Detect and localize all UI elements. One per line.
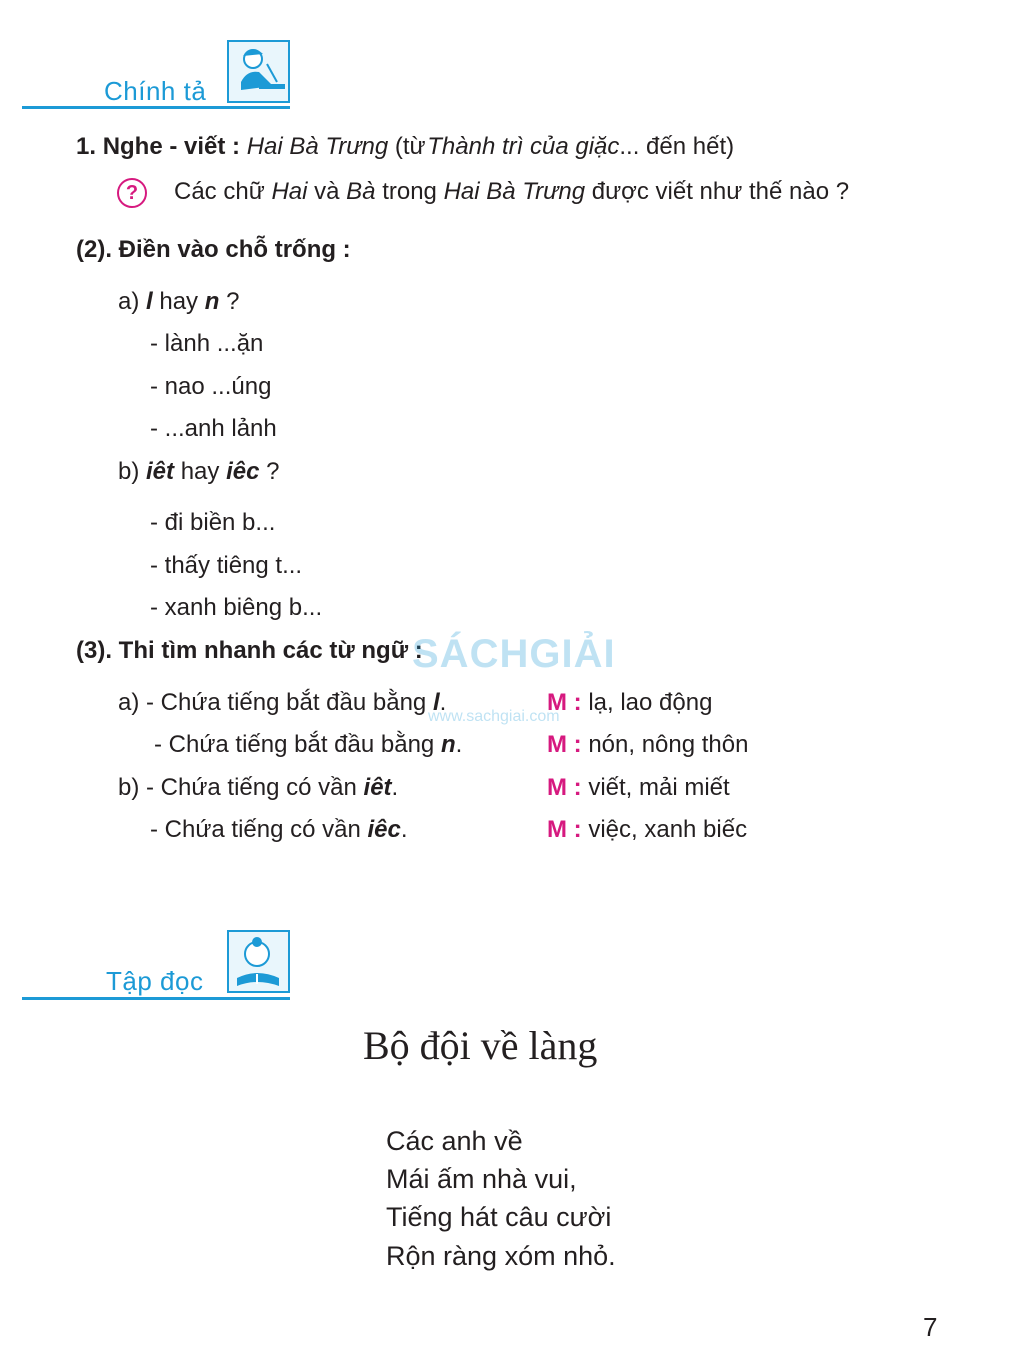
watermark-url: www.sachgiai.com: [428, 708, 560, 725]
child-writing-icon: [227, 40, 290, 103]
section-title-tap-doc: Tập đọc: [106, 966, 204, 996]
example-row: M : lạ, lao động: [547, 689, 713, 716]
exercise-3-row: - Chứa tiếng có vần iêc.: [150, 816, 408, 843]
exercise-1: 1. Nghe - viết : Hai Bà Trưng (từ Thành trì của giặc... đến hết): [76, 133, 735, 160]
list-item: - đi biền b...: [150, 509, 276, 536]
exercise-3-heading: (3). Thi tìm nhanh các từ ngữ :: [76, 637, 423, 664]
section-divider: [22, 997, 290, 1000]
section-divider: [22, 106, 290, 109]
child-reading-icon: [227, 930, 290, 993]
exercise-2b-prompt: b) iêt hay iêc ?: [118, 458, 280, 485]
list-item: - lành ...ặn: [150, 330, 264, 357]
section-title-chinh-ta: Chính tả: [104, 76, 207, 106]
list-item: - ...anh lảnh: [150, 415, 277, 442]
example-row: M : viết, mải miết: [547, 774, 730, 801]
poem-line: Rộn ràng xóm nhỏ.: [386, 1241, 616, 1271]
list-item: - thấy tiêng t...: [150, 552, 303, 579]
question-icon: ?: [117, 178, 147, 208]
poem-line: Tiếng hát câu cười: [386, 1202, 612, 1232]
exercise-3-row: - Chứa tiếng bắt đầu bằng n.: [154, 731, 463, 758]
exercise-2a-prompt: a) l hay n ?: [118, 288, 240, 315]
exercise-3-row: a) - Chứa tiếng bắt đầu bằng l.: [118, 689, 447, 716]
poem-line: Mái ấm nhà vui,: [386, 1164, 577, 1194]
exercise-3-row: b) - Chứa tiếng có vần iêt.: [118, 774, 399, 801]
poem-title: Bộ đội về làng: [363, 1023, 598, 1068]
exercise-2-heading: (2). Điền vào chỗ trống :: [76, 236, 351, 263]
watermark-logo: SÁCHGIẢI: [412, 632, 616, 676]
example-row: M : nón, nông thôn: [547, 731, 749, 758]
page-number: 7: [923, 1312, 938, 1342]
exercise-1-question: Các chữ Hai và Bà trong Hai Bà Trưng được viết như thế nào ?: [174, 178, 850, 205]
poem-line: Các anh về: [386, 1126, 523, 1156]
list-item: - nao ...úng: [150, 373, 272, 400]
example-row: M : việc, xanh biếc: [547, 816, 748, 843]
list-item: - xanh biêng b...: [150, 594, 323, 621]
